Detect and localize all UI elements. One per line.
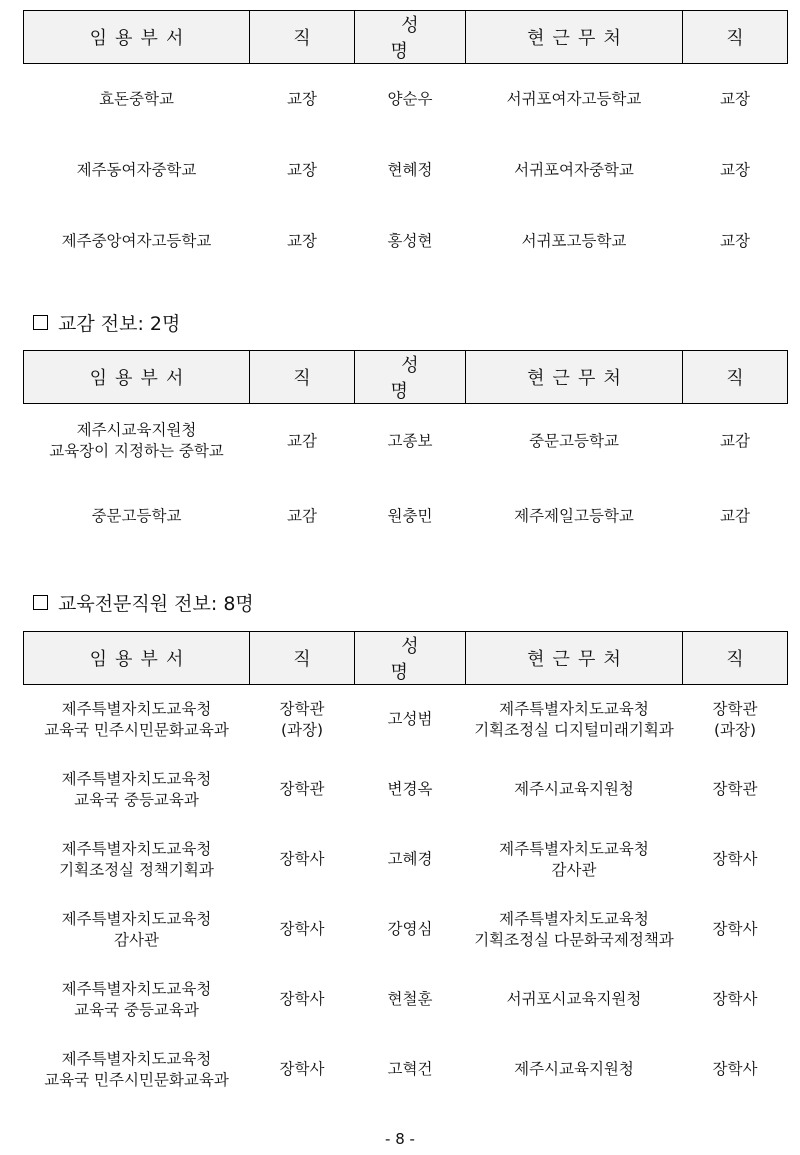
name-cell: 고성범 bbox=[387, 710, 433, 729]
current-post-cell bbox=[466, 895, 683, 965]
dept-cell bbox=[24, 479, 250, 554]
specialist-transfer-table bbox=[23, 631, 788, 1105]
header-dept: 임용부서 bbox=[24, 351, 250, 404]
current-post-cell-line: 제주시교육지원청 bbox=[514, 780, 634, 798]
current-title-cell bbox=[683, 135, 788, 206]
table-row bbox=[24, 1035, 788, 1105]
current-post-cell-line: 감사관 bbox=[551, 860, 597, 879]
current-post-cell-line: 제주특별자치도교육청 bbox=[499, 909, 649, 928]
name-cell: 변경옥 bbox=[387, 780, 433, 798]
current-title-cell bbox=[683, 1035, 788, 1105]
table-row bbox=[24, 825, 788, 895]
title-cell bbox=[250, 404, 355, 479]
dept-cell-line: 제주특별자치도교육청 bbox=[61, 909, 212, 928]
checkbox-icon bbox=[33, 595, 48, 610]
title-cell-line: 장학사 bbox=[279, 1060, 325, 1078]
title-cell-line: 교감 bbox=[287, 506, 317, 525]
current-post-cell bbox=[466, 64, 683, 135]
header-dept: 임용부서 bbox=[24, 632, 250, 685]
dept-cell-line: 제주시교육지원청 bbox=[76, 421, 197, 440]
current-post-cell-line: 기획조정실 다문화국제정책과 bbox=[474, 930, 674, 949]
title-cell-line: (과장) bbox=[280, 720, 324, 739]
current-post-cell bbox=[466, 206, 683, 277]
current-post-cell-line: 서귀포고등학교 bbox=[521, 231, 627, 250]
current-title-cell-line: 장학관 bbox=[712, 780, 758, 798]
title-cell bbox=[250, 685, 355, 755]
title-cell bbox=[250, 206, 355, 277]
dept-cell bbox=[24, 755, 250, 825]
current-post-cell bbox=[466, 479, 683, 554]
current-title-cell-line: 교장 bbox=[720, 231, 750, 250]
table-header-row bbox=[24, 351, 788, 404]
name-cell: 양순우 bbox=[387, 89, 433, 108]
dept-cell bbox=[24, 64, 250, 135]
current-title-cell-line: 장학사 bbox=[712, 850, 758, 868]
dept-cell bbox=[24, 206, 250, 277]
dept-cell bbox=[24, 895, 250, 965]
current-post-cell bbox=[466, 965, 683, 1035]
principal-transfer-table bbox=[23, 10, 788, 277]
table-row bbox=[24, 755, 788, 825]
dept-cell-line: 교육국 중등교육과 bbox=[74, 1000, 199, 1019]
title-cell bbox=[250, 135, 355, 206]
current-post-cell bbox=[466, 135, 683, 206]
current-title-cell-line: 장학사 bbox=[712, 920, 758, 938]
current-post-cell-line: 제주특별자치도교육청 bbox=[499, 839, 649, 858]
header-current: 현근무처 bbox=[466, 11, 683, 64]
title-cell-line: 장학사 bbox=[279, 920, 325, 938]
title-cell-line: 교장 bbox=[287, 231, 317, 250]
title-cell-line: 교감 bbox=[287, 431, 317, 450]
name-cell: 고종보 bbox=[387, 431, 433, 450]
dept-cell-line: 중문고등학교 bbox=[91, 506, 182, 525]
table-row bbox=[24, 64, 788, 135]
table-row bbox=[24, 895, 788, 965]
table-row bbox=[24, 685, 788, 755]
current-title-cell-line: 장학사 bbox=[712, 1060, 758, 1078]
name-cell: 홍성현 bbox=[387, 231, 433, 250]
header-name: 성 명 bbox=[355, 351, 466, 404]
title-cell bbox=[250, 965, 355, 1035]
header-title: 직 bbox=[250, 632, 355, 685]
dept-cell bbox=[24, 965, 250, 1035]
table-row bbox=[24, 135, 788, 206]
dept-cell-line: 감사관 bbox=[114, 930, 159, 949]
current-post-cell-line: 제주제일고등학교 bbox=[514, 506, 634, 525]
table-row bbox=[24, 206, 788, 277]
title-cell bbox=[250, 479, 355, 554]
dept-cell-line: 효돈중학교 bbox=[99, 89, 174, 108]
vice-principal-transfer-table bbox=[23, 350, 788, 554]
name-cell: 원충민 bbox=[387, 506, 433, 525]
specialist-section-title bbox=[33, 589, 254, 616]
current-post-cell-line: 기획조정실 디지털미래기획과 bbox=[474, 720, 674, 739]
header-dept: 임용부서 bbox=[24, 11, 250, 64]
vice-principal-section-title bbox=[33, 309, 180, 336]
dept-cell-line: 제주특별자치도교육청 bbox=[61, 839, 212, 858]
name-cell: 고혜경 bbox=[387, 850, 433, 868]
dept-cell-line: 제주특별자치도교육청 bbox=[61, 979, 212, 998]
header-title: 직 bbox=[250, 351, 355, 404]
header-name: 성 명 bbox=[355, 632, 466, 685]
current-post-cell-line: 중문고등학교 bbox=[529, 431, 619, 450]
current-post-cell-line: 서귀포시교육지원청 bbox=[506, 990, 642, 1008]
title-cell bbox=[250, 64, 355, 135]
current-post-cell bbox=[466, 685, 683, 755]
dept-cell-line: 교육국 중등교육과 bbox=[74, 790, 199, 809]
title-cell bbox=[250, 1035, 355, 1105]
title-cell-line: 장학관 bbox=[279, 699, 325, 718]
table-header-row bbox=[24, 632, 788, 685]
current-post-cell bbox=[466, 1035, 683, 1105]
current-title-cell bbox=[683, 479, 788, 554]
current-title-cell-line: 교감 bbox=[720, 506, 750, 525]
dept-cell-line: 제주동여자중학교 bbox=[76, 160, 197, 179]
dept-cell bbox=[24, 825, 250, 895]
dept-cell bbox=[24, 685, 250, 755]
name-cell: 강영심 bbox=[387, 920, 433, 938]
current-title-cell bbox=[683, 895, 788, 965]
dept-cell-line: 교육장이 지정하는 중학교 bbox=[49, 442, 224, 461]
current-post-cell bbox=[466, 825, 683, 895]
current-post-cell bbox=[466, 404, 683, 479]
table-row bbox=[24, 404, 788, 479]
title-cell bbox=[250, 755, 355, 825]
dept-cell bbox=[24, 1035, 250, 1105]
dept-cell-line: 제주중앙여자고등학교 bbox=[61, 231, 212, 250]
header-name: 성 명 bbox=[355, 11, 466, 64]
dept-cell-line: 제주특별자치도교육청 bbox=[61, 1049, 212, 1068]
title-cell-line: 교장 bbox=[287, 89, 317, 108]
table-row bbox=[24, 965, 788, 1035]
name-cell: 고혁건 bbox=[387, 1060, 433, 1078]
page-number: - 8 - bbox=[385, 1130, 415, 1148]
dept-cell-line: 기획조정실 정책기획과 bbox=[59, 860, 214, 879]
current-title-cell bbox=[683, 404, 788, 479]
title-cell-line: 장학사 bbox=[279, 990, 325, 1008]
current-title-cell bbox=[683, 685, 788, 755]
current-title-cell-line: 장학사 bbox=[712, 990, 758, 1008]
current-title-cell bbox=[683, 755, 788, 825]
current-title-cell-line: 교장 bbox=[720, 89, 750, 108]
current-title-cell-line: 교장 bbox=[720, 160, 750, 179]
name-cell: 현혜정 bbox=[387, 160, 433, 179]
title-cell-line: 장학사 bbox=[279, 850, 325, 868]
current-post-cell-line: 서귀포여자중학교 bbox=[514, 160, 634, 179]
title-cell bbox=[250, 895, 355, 965]
checkbox-icon bbox=[33, 315, 48, 330]
header-current-title: 직 bbox=[683, 351, 788, 404]
header-current: 현근무처 bbox=[466, 632, 683, 685]
current-post-cell-line: 서귀포여자고등학교 bbox=[506, 89, 642, 108]
title-cell-line: 교장 bbox=[287, 160, 317, 179]
dept-cell bbox=[24, 404, 250, 479]
header-current-title: 직 bbox=[683, 632, 788, 685]
current-title-cell-line: 교감 bbox=[720, 431, 750, 450]
current-post-cell bbox=[466, 755, 683, 825]
vice-principal-title-text: 교감 전보: 2명 bbox=[58, 313, 181, 335]
header-current-title: 직 bbox=[683, 11, 788, 64]
specialist-title-text: 교육전문직원 전보: 8명 bbox=[58, 593, 254, 615]
current-title-cell bbox=[683, 64, 788, 135]
current-post-cell-line: 제주특별자치도교육청 bbox=[499, 699, 649, 718]
dept-cell-line: 교육국 민주시민문화교육과 bbox=[44, 720, 229, 739]
current-title-cell bbox=[683, 206, 788, 277]
dept-cell-line: 교육국 민주시민문화교육과 bbox=[44, 1070, 229, 1089]
title-cell bbox=[250, 825, 355, 895]
dept-cell-line: 제주특별자치도교육청 bbox=[61, 769, 212, 788]
table-header-row bbox=[24, 11, 788, 64]
header-current: 현근무처 bbox=[466, 351, 683, 404]
dept-cell bbox=[24, 135, 250, 206]
name-cell: 현철훈 bbox=[387, 990, 433, 1008]
dept-cell-line: 제주특별자치도교육청 bbox=[61, 699, 212, 718]
current-title-cell bbox=[683, 965, 788, 1035]
current-title-cell-line: (과장) bbox=[713, 720, 757, 739]
current-post-cell-line: 제주시교육지원청 bbox=[514, 1060, 634, 1078]
current-title-cell-line: 장학관 bbox=[712, 699, 758, 718]
title-cell-line: 장학관 bbox=[279, 780, 325, 798]
table-row bbox=[24, 479, 788, 554]
header-title: 직 bbox=[250, 11, 355, 64]
current-title-cell bbox=[683, 825, 788, 895]
